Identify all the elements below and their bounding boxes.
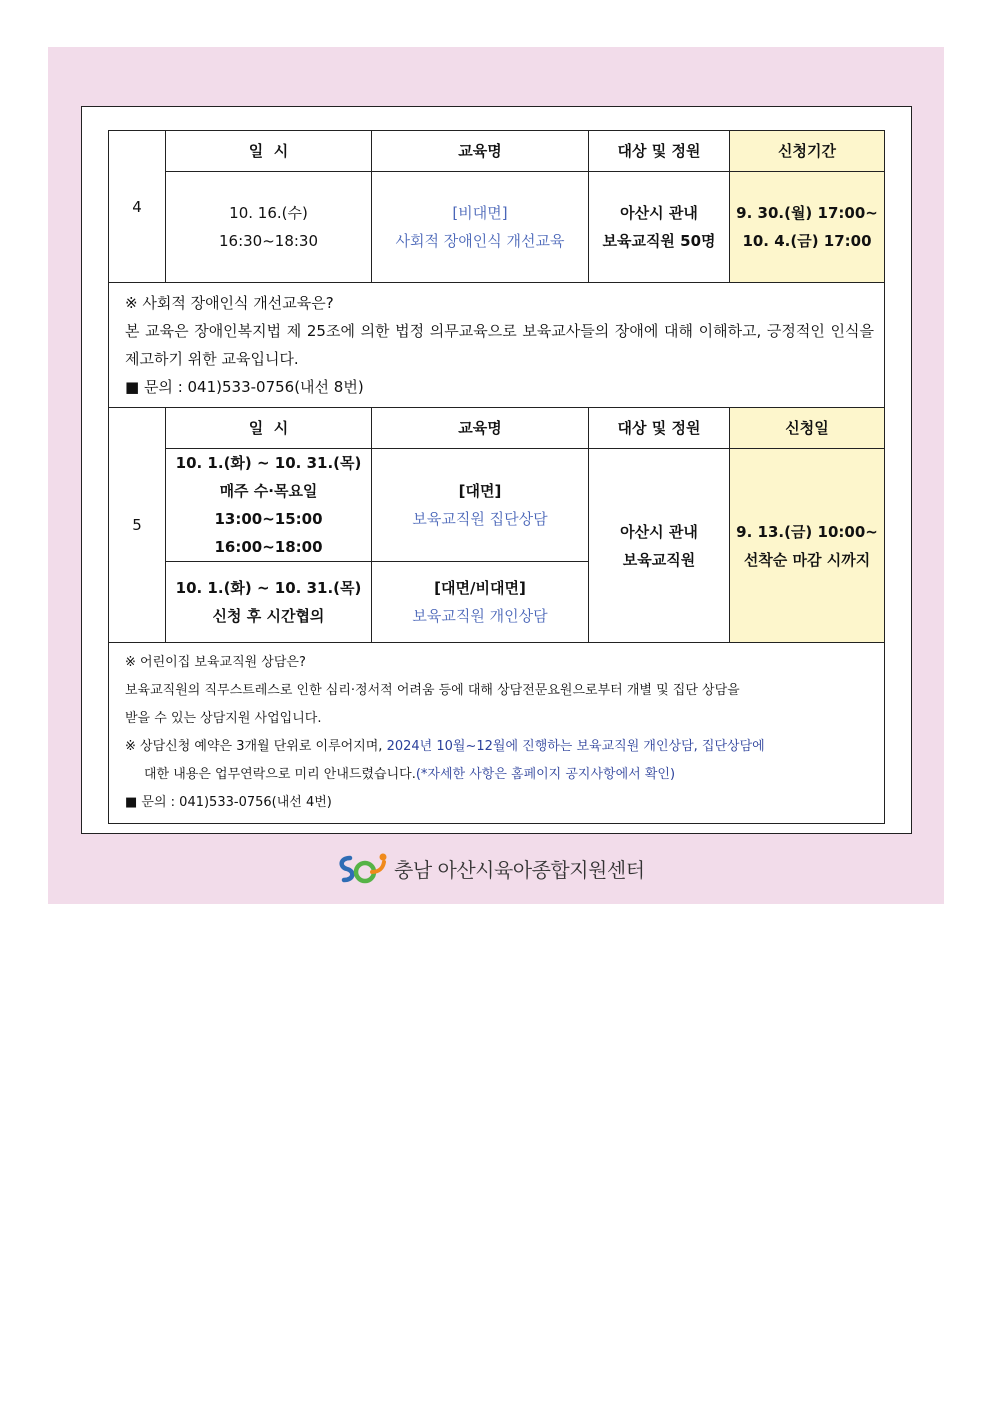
header-datetime: 일 시 — [166, 408, 372, 449]
section5-group-date-cell — [166, 449, 372, 562]
section5-individual-course-cell — [372, 562, 589, 643]
section5-period-end: 선착순 마감 시까지 — [743, 550, 871, 569]
section5-individual-mode: [대면/비대면] — [434, 579, 526, 597]
section5-individual-range: 10. 1.(화) ~ 10. 31.(목) — [175, 579, 362, 597]
header-target: 대상 및 정원 — [589, 408, 730, 449]
section4-course-name: 사회적 장애인식 개선교육 — [395, 232, 565, 250]
section4-target-area: 아산시 관내 — [620, 204, 698, 222]
section4-course-mode: [비대면] — [452, 204, 508, 222]
section4-notes — [109, 283, 885, 408]
header-apply-date: 신청일 — [730, 408, 885, 449]
section4-date: 10. 16.(수) — [229, 204, 308, 222]
section5-individual-course-name: 보육교직원 개인상담 — [412, 607, 548, 625]
section4-period-cell — [730, 172, 885, 283]
section4-number: 4 — [109, 131, 166, 283]
section4-notes-body: 본 교육은 장애인복지법 제 25조에 의한 법정 의무교육으로 보육교사들의 장애에 대해 이해하고, 긍정적인 인식을 제고하기 위한 교육입니다. — [125, 322, 874, 368]
section5-notes-body1: 보육교직원의 직무스트레스로 인한 심리·정서적 어려움 등에 대해 상담전문요원으로부터 개별 및 집단 상담을 — [125, 683, 740, 698]
section5-notes-line4-prefix: 대한 내용은 업무연락으로 미리 안내드렸습니다. — [144, 767, 416, 782]
section5-notes-line3 — [125, 733, 874, 761]
section4-target-cell — [589, 172, 730, 283]
section5-header-row — [109, 408, 885, 449]
header-period: 신청기간 — [730, 131, 885, 172]
section4-period-end: 10. 4.(금) 17:00 — [742, 232, 872, 250]
section5-group-time2: 16:00~18:00 — [214, 538, 323, 556]
section5-notes-line3-highlight: 2024년 10월~12월에 진행하는 보육교직원 개인상담, 집단상담에 — [386, 739, 765, 754]
footer-org-name: 충남 아산시육아종합지원센터 — [394, 857, 645, 882]
section5-target-area: 아산시 관내 — [620, 522, 698, 541]
section5-notes-row — [109, 643, 885, 824]
section5-notes-body2: 받을 수 있는 상담지원 사업입니다. — [125, 711, 322, 726]
section5-number: 5 — [109, 408, 166, 643]
header-course: 교육명 — [372, 131, 589, 172]
header-course: 교육명 — [372, 408, 589, 449]
section5-target-cell — [589, 449, 730, 643]
section4-notes-title: ※ 사회적 장애인식 개선교육은? — [125, 294, 334, 312]
section5-period-cell — [730, 449, 885, 643]
section4-notes-row — [109, 283, 885, 408]
section5-row-group — [109, 449, 885, 562]
section4-course-cell — [372, 172, 589, 283]
section4-time: 16:30~18:30 — [218, 232, 319, 250]
section5-notes-line3-prefix: ※ 상담신청 예약은 3개월 단위로 이루어지며, — [125, 739, 387, 754]
section4-contact: ■ 문의 : 041)533-0756(내선 8번) — [125, 378, 364, 396]
section5-notes-title: ※ 어린이집 보육교직원 상담은? — [125, 655, 306, 670]
section4-target-capacity: 보육교직원 50명 — [602, 232, 716, 250]
section4-header-row — [109, 131, 885, 172]
section5-group-days: 매주 수·목요일 — [219, 482, 318, 500]
section5-target-group: 보육교직원 — [622, 550, 696, 569]
section5-individual-schedule: 신청 후 시간협의 — [212, 607, 325, 625]
section5-group-mode: [대면] — [458, 482, 502, 500]
section4-date-cell — [166, 172, 372, 283]
section5-notes-line4 — [125, 761, 874, 789]
section5-notes-line4-highlight: (*자세한 사항은 홈페이지 공지사항에서 확인) — [415, 767, 676, 782]
section5-period-start: 9. 13.(금) 10:00~ — [736, 522, 878, 541]
header-datetime: 일 시 — [166, 131, 372, 172]
center-logo-icon — [336, 850, 388, 886]
footer-logo — [336, 850, 645, 886]
section5-individual-date-cell — [166, 562, 372, 643]
section4-data-row — [109, 172, 885, 283]
section5-group-course-name: 보육교직원 집단상담 — [412, 510, 548, 528]
section5-group-range: 10. 1.(화) ~ 10. 31.(목) — [175, 454, 362, 472]
education-schedule-table — [108, 130, 885, 824]
section5-contact: ■ 문의 : 041)533-0756(내선 4번) — [125, 795, 332, 810]
section5-notes — [109, 643, 885, 824]
header-target: 대상 및 정원 — [589, 131, 730, 172]
section5-group-time1: 13:00~15:00 — [214, 510, 323, 528]
section5-group-course-cell — [372, 449, 589, 562]
section4-period-start: 9. 30.(월) 17:00~ — [736, 204, 878, 222]
